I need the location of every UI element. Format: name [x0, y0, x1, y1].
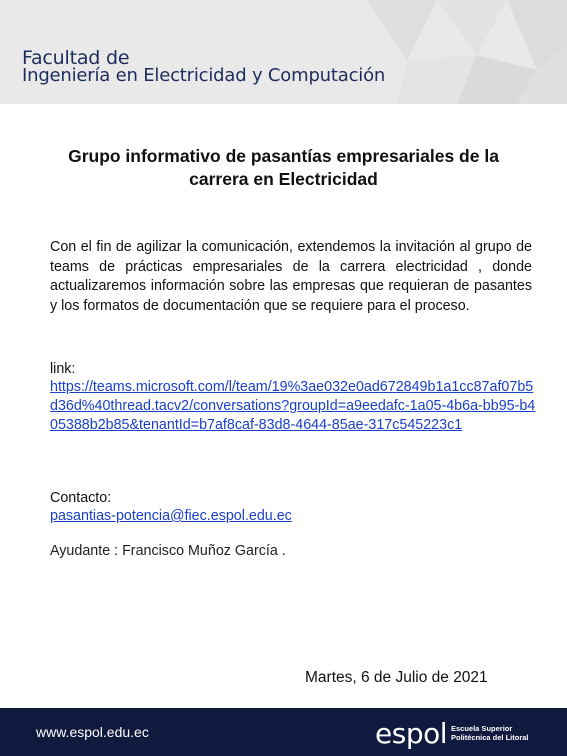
espol-logo-subtitle: [451, 724, 561, 742]
document-title: Grupo informativo de pasantías empresariales de la carrera en Electricidad: [68, 146, 499, 189]
header-banner: [0, 0, 567, 104]
footer-website[interactable]: www.espol.edu.ec: [36, 724, 149, 740]
espol-sub-line1: Escuela Superior: [451, 724, 513, 733]
geometric-pattern: [307, 0, 567, 104]
espol-sub-line2: Politécnica del Litoral: [451, 733, 529, 742]
espol-logo: espol: [375, 717, 447, 750]
faculty-name-line2: Ingeniería en Electricidad y Computación: [22, 65, 386, 86]
teams-link[interactable]: https://teams.microsoft.com/l/team/19%3ae032e0ad672849b1a1cc87af07b5d36d%40thread.tacv2/conversations?groupId=a9eedafc-1a05-4b6a-bb95-b405388b2b85&tenantId=b7af8caf-83d8-4644-85ae-317c545223c1: [50, 379, 536, 433]
contact-email-link[interactable]: pasantias-potencia@fiec.espol.edu.ec: [50, 508, 292, 524]
footer-bar: [0, 708, 567, 756]
body-paragraph: Con el fin de agilizar la comunicación, extendemos la invitación al grupo de teams de prácticas empresariales de la carrera electricidad , donde actualizaremos información sobre las empresas que requieran de pasantes y los formatos de documentación que se requiere para el proceso.: [50, 239, 532, 314]
link-label: link:: [50, 361, 76, 377]
document-date: Martes, 6 de Julio de 2021: [305, 669, 488, 686]
faculty-name-line1: Facultad de: [22, 47, 130, 69]
contact-label: Contacto:: [50, 490, 112, 506]
assistant-line: Ayudante : Francisco Muñoz García .: [50, 543, 286, 559]
